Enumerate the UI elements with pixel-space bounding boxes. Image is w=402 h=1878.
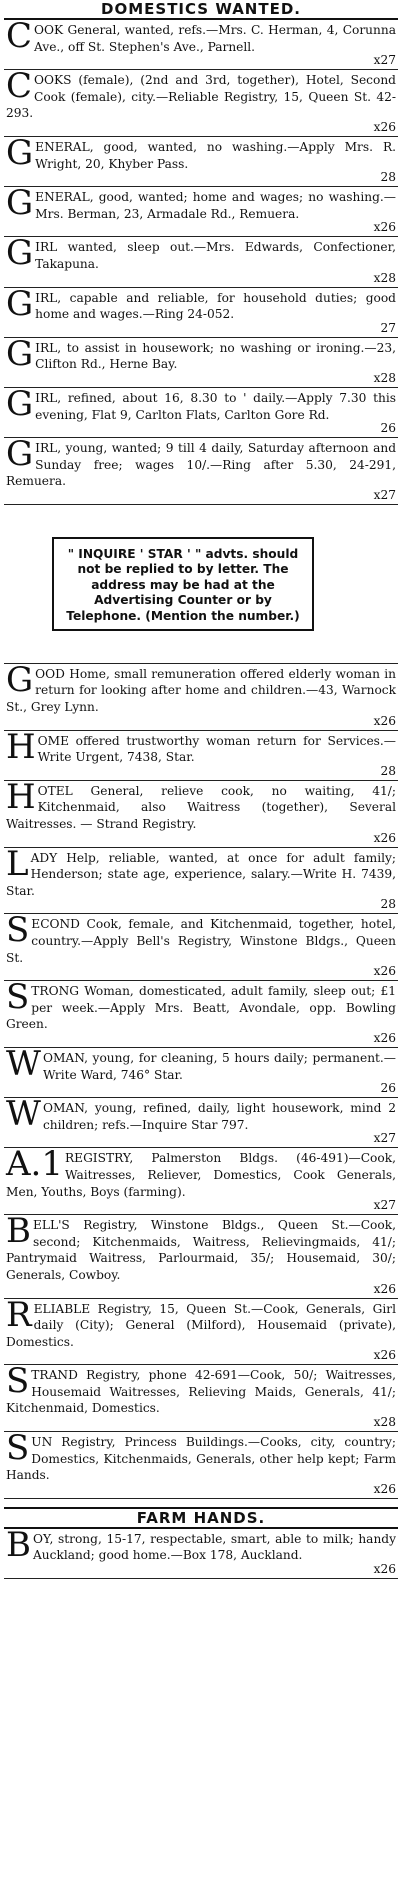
ad-body-text: OTEL General, relieve cook, no waiting, 41/; Kitchenmaid, also Waitress (together), Several Waitresses. — Strand Registry. [6, 783, 396, 832]
ad-drop-initial: H [6, 780, 36, 817]
ad-body-text: OMAN, young, refined, daily, light housework, mind 2 children; refs.—Inquire Star 797. [42, 1101, 396, 1132]
classified-ad [4, 338, 398, 388]
ad-reference-code: 26 [380, 421, 396, 436]
ads-group-a [4, 20, 398, 505]
classified-ad [4, 664, 398, 731]
classified-ad [4, 1098, 398, 1148]
ad-drop-initial: G [6, 438, 34, 475]
ad-drop-initial: G [6, 187, 34, 224]
ad-drop-initial: G [6, 663, 34, 700]
classified-ad [4, 1048, 398, 1098]
classified-ad [4, 1215, 398, 1298]
classified-ad [4, 848, 398, 915]
ad-body-text: ELL'S Registry, Winstone Bldgs., Queen St.—Cook, second; Kitchenmaids, Waitress, Relievingmaids, 41/; Pantrymaid Waitress, Parlourmaid, 35/; Housemaid, 30/; Generals, Cowboy. [6, 1218, 396, 1282]
inquire-star-notice: " INQUIRE ' STAR ' " advts. should not be replied to by letter. The address may be had at the Advertising Counter or by Telephone. (Mention the number.) [52, 537, 314, 631]
ad-reference-code: 28 [380, 897, 396, 912]
ad-drop-initial: G [6, 337, 34, 374]
ad-reference-code: x28 [373, 270, 396, 285]
ad-body-text: OY, strong, 15-17, respectable, smart, able to milk; handy Auckland; good home.—Box 178, Auckland. [33, 1531, 396, 1563]
ad-drop-initial: C [6, 70, 33, 107]
ad-reference-code: x27 [373, 487, 396, 502]
ad-body-text: TRAND Registry, phone 42-691—Cook, 50/; Waitresses, Housemaid Waitresses, Relieving Maids, Generals, 41/; Kitchenmaid, Domestics. [6, 1368, 396, 1416]
ad-body-text: ADY Help, reliable, wanted, at once for adult family; Henderson; state age, experience, salary.—Write H. 7439, Star. [6, 850, 396, 898]
notice-box-area [4, 505, 398, 664]
ad-drop-initial: B [6, 1528, 31, 1565]
ad-body-text: OOD Home, small remuneration offered elderly woman in return for looking after home and children.—43, Warnock St., Grey Lynn. [6, 666, 396, 715]
ad-body-text: OME offered trustworthy woman return for Services.—Write Urgent, 7438, Star. [37, 733, 396, 765]
ad-reference-code: 27 [380, 320, 396, 335]
ad-drop-initial: S [6, 1365, 30, 1402]
ad-reference-code: x26 [373, 119, 396, 134]
ad-reference-code: 28 [380, 763, 396, 778]
ad-body-text: OMAN, young, for cleaning, 5 hours daily; permanent.—Write Ward, 746° Star. [42, 1050, 396, 1082]
ad-reference-code: x26 [373, 1281, 396, 1296]
ad-body-text: IRL, capable and reliable, for household duties; good home and wages.—Ring 24-052. [35, 290, 396, 322]
ad-body-text: IRL, young, wanted; 9 till 4 daily, Saturday afternoon and Sunday free; wages 10/.—Ring after 5.30, 24-291, Remuera. [6, 441, 396, 489]
ad-reference-code: x26 [373, 830, 396, 845]
section-heading-domestics: DOMESTICS WANTED. [4, 0, 398, 20]
ad-reference-code: x27 [373, 1131, 396, 1146]
classified-ad [4, 187, 398, 237]
classified-ad [4, 237, 398, 287]
classified-ad [4, 388, 398, 438]
classified-ad [4, 731, 398, 781]
ad-reference-code: x27 [373, 1198, 396, 1213]
ad-reference-code: x28 [373, 1415, 396, 1430]
ad-drop-initial: G [6, 237, 34, 274]
ad-reference-code: x26 [373, 220, 396, 235]
ad-drop-initial: S [6, 1432, 30, 1469]
ad-reference-code: x26 [373, 1348, 396, 1363]
ad-body-text: REGISTRY, Palmerston Bldgs. (46-491)—Cook, Waitresses, Reliever, Domestics, Cook Generals, Men, Youths, Boys (farming). [6, 1151, 396, 1199]
classified-ad [4, 288, 398, 338]
ad-reference-code: x26 [373, 964, 396, 979]
ad-reference-code: 28 [380, 170, 396, 185]
classified-ad [4, 137, 398, 187]
classified-ad [4, 70, 398, 137]
ad-drop-initial: G [6, 387, 34, 424]
ad-drop-initial: S [6, 981, 30, 1018]
ad-body-text: ECOND Cook, female, and Kitchenmaid, together, hotel, country.—Apply Bell's Registry, Winstone Bldgs., Queen St. [6, 917, 396, 965]
ad-drop-initial: B [6, 1215, 31, 1252]
ad-drop-initial: G [6, 287, 34, 324]
ad-reference-code: x28 [373, 370, 396, 385]
ad-reference-code: x27 [373, 53, 396, 68]
ad-drop-initial: R [6, 1298, 32, 1335]
classified-ad [4, 1365, 398, 1432]
ad-body-text: OOK General, wanted, refs.—Mrs. C. Herman, 4, Corunna Ave., off St. Stephen's Ave., Parnell. [34, 23, 396, 54]
ad-reference-code: x26 [373, 713, 396, 728]
ad-reference-code: 26 [380, 1081, 396, 1096]
ad-body-text: IRL wanted, sleep out.—Mrs. Edwards, Confectioner, Takapuna. [35, 240, 396, 271]
ad-body-text: IRL, to assist in housework; no washing or ironing.—23, Clifton Rd., Herne Bay. [35, 340, 396, 372]
classified-ad [4, 1529, 398, 1579]
ad-drop-initial: W [6, 1098, 41, 1135]
ad-reference-code: x26 [373, 1030, 396, 1045]
classified-column [4, 0, 398, 1579]
ad-drop-initial: C [6, 20, 33, 56]
ad-drop-initial: L [6, 847, 29, 884]
classified-ad [4, 438, 398, 505]
ad-drop-initial: A.1 [6, 1148, 63, 1185]
ad-body-text: TRONG Woman, domesticated, adult family, sleep out; £1 per week.—Apply Mrs. Beatt, Avondale, opp. Bowling Green. [6, 984, 396, 1032]
classified-ad [4, 981, 398, 1048]
ad-body-text: UN Registry, Princess Buildings.—Cooks, city, country; Domestics, Kitchenmaids, Generals, other help kept; Farm Hands. [6, 1435, 396, 1483]
ad-body-text: ENERAL, good, wanted; home and wages; no washing.—Mrs. Berman, 23, Armadale Rd., Remuera. [35, 190, 396, 221]
ad-drop-initial: W [6, 1047, 41, 1084]
classified-ad [4, 1299, 398, 1366]
ad-body-text: OOKS (female), (2nd and 3rd, together), Hotel, Second Cook (female), city.—Reliable Registry, 15, Queen St. 42-293. [6, 73, 396, 121]
classified-ad [4, 914, 398, 981]
ad-reference-code: x26 [373, 1562, 396, 1577]
ad-drop-initial: S [6, 914, 30, 951]
ad-drop-initial: H [6, 730, 36, 767]
ad-drop-initial: G [6, 136, 34, 173]
ad-body-text: ELIABLE Registry, 15, Queen St.—Cook, Generals, Girl daily (City); General (Milford), Housemaid (private), Domestics. [6, 1301, 396, 1349]
classified-ad [4, 1148, 398, 1215]
ads-group-farm [4, 1529, 398, 1579]
classified-ad [4, 781, 398, 848]
classified-ad [4, 1432, 398, 1499]
ad-reference-code: x26 [373, 1481, 396, 1496]
classified-ad [4, 20, 398, 70]
section-heading-farm: FARM HANDS. [4, 1507, 398, 1529]
ad-body-text: IRL, refined, about 16, 8.30 to ' daily.—Apply 7.30 this evening, Flat 9, Carlton Flats, Carlton Gore Rd. [35, 390, 396, 422]
ad-body-text: ENERAL, good, wanted, no washing.—Apply Mrs. R. Wright, 20, Khyber Pass. [35, 139, 396, 171]
ads-group-b [4, 664, 398, 1499]
